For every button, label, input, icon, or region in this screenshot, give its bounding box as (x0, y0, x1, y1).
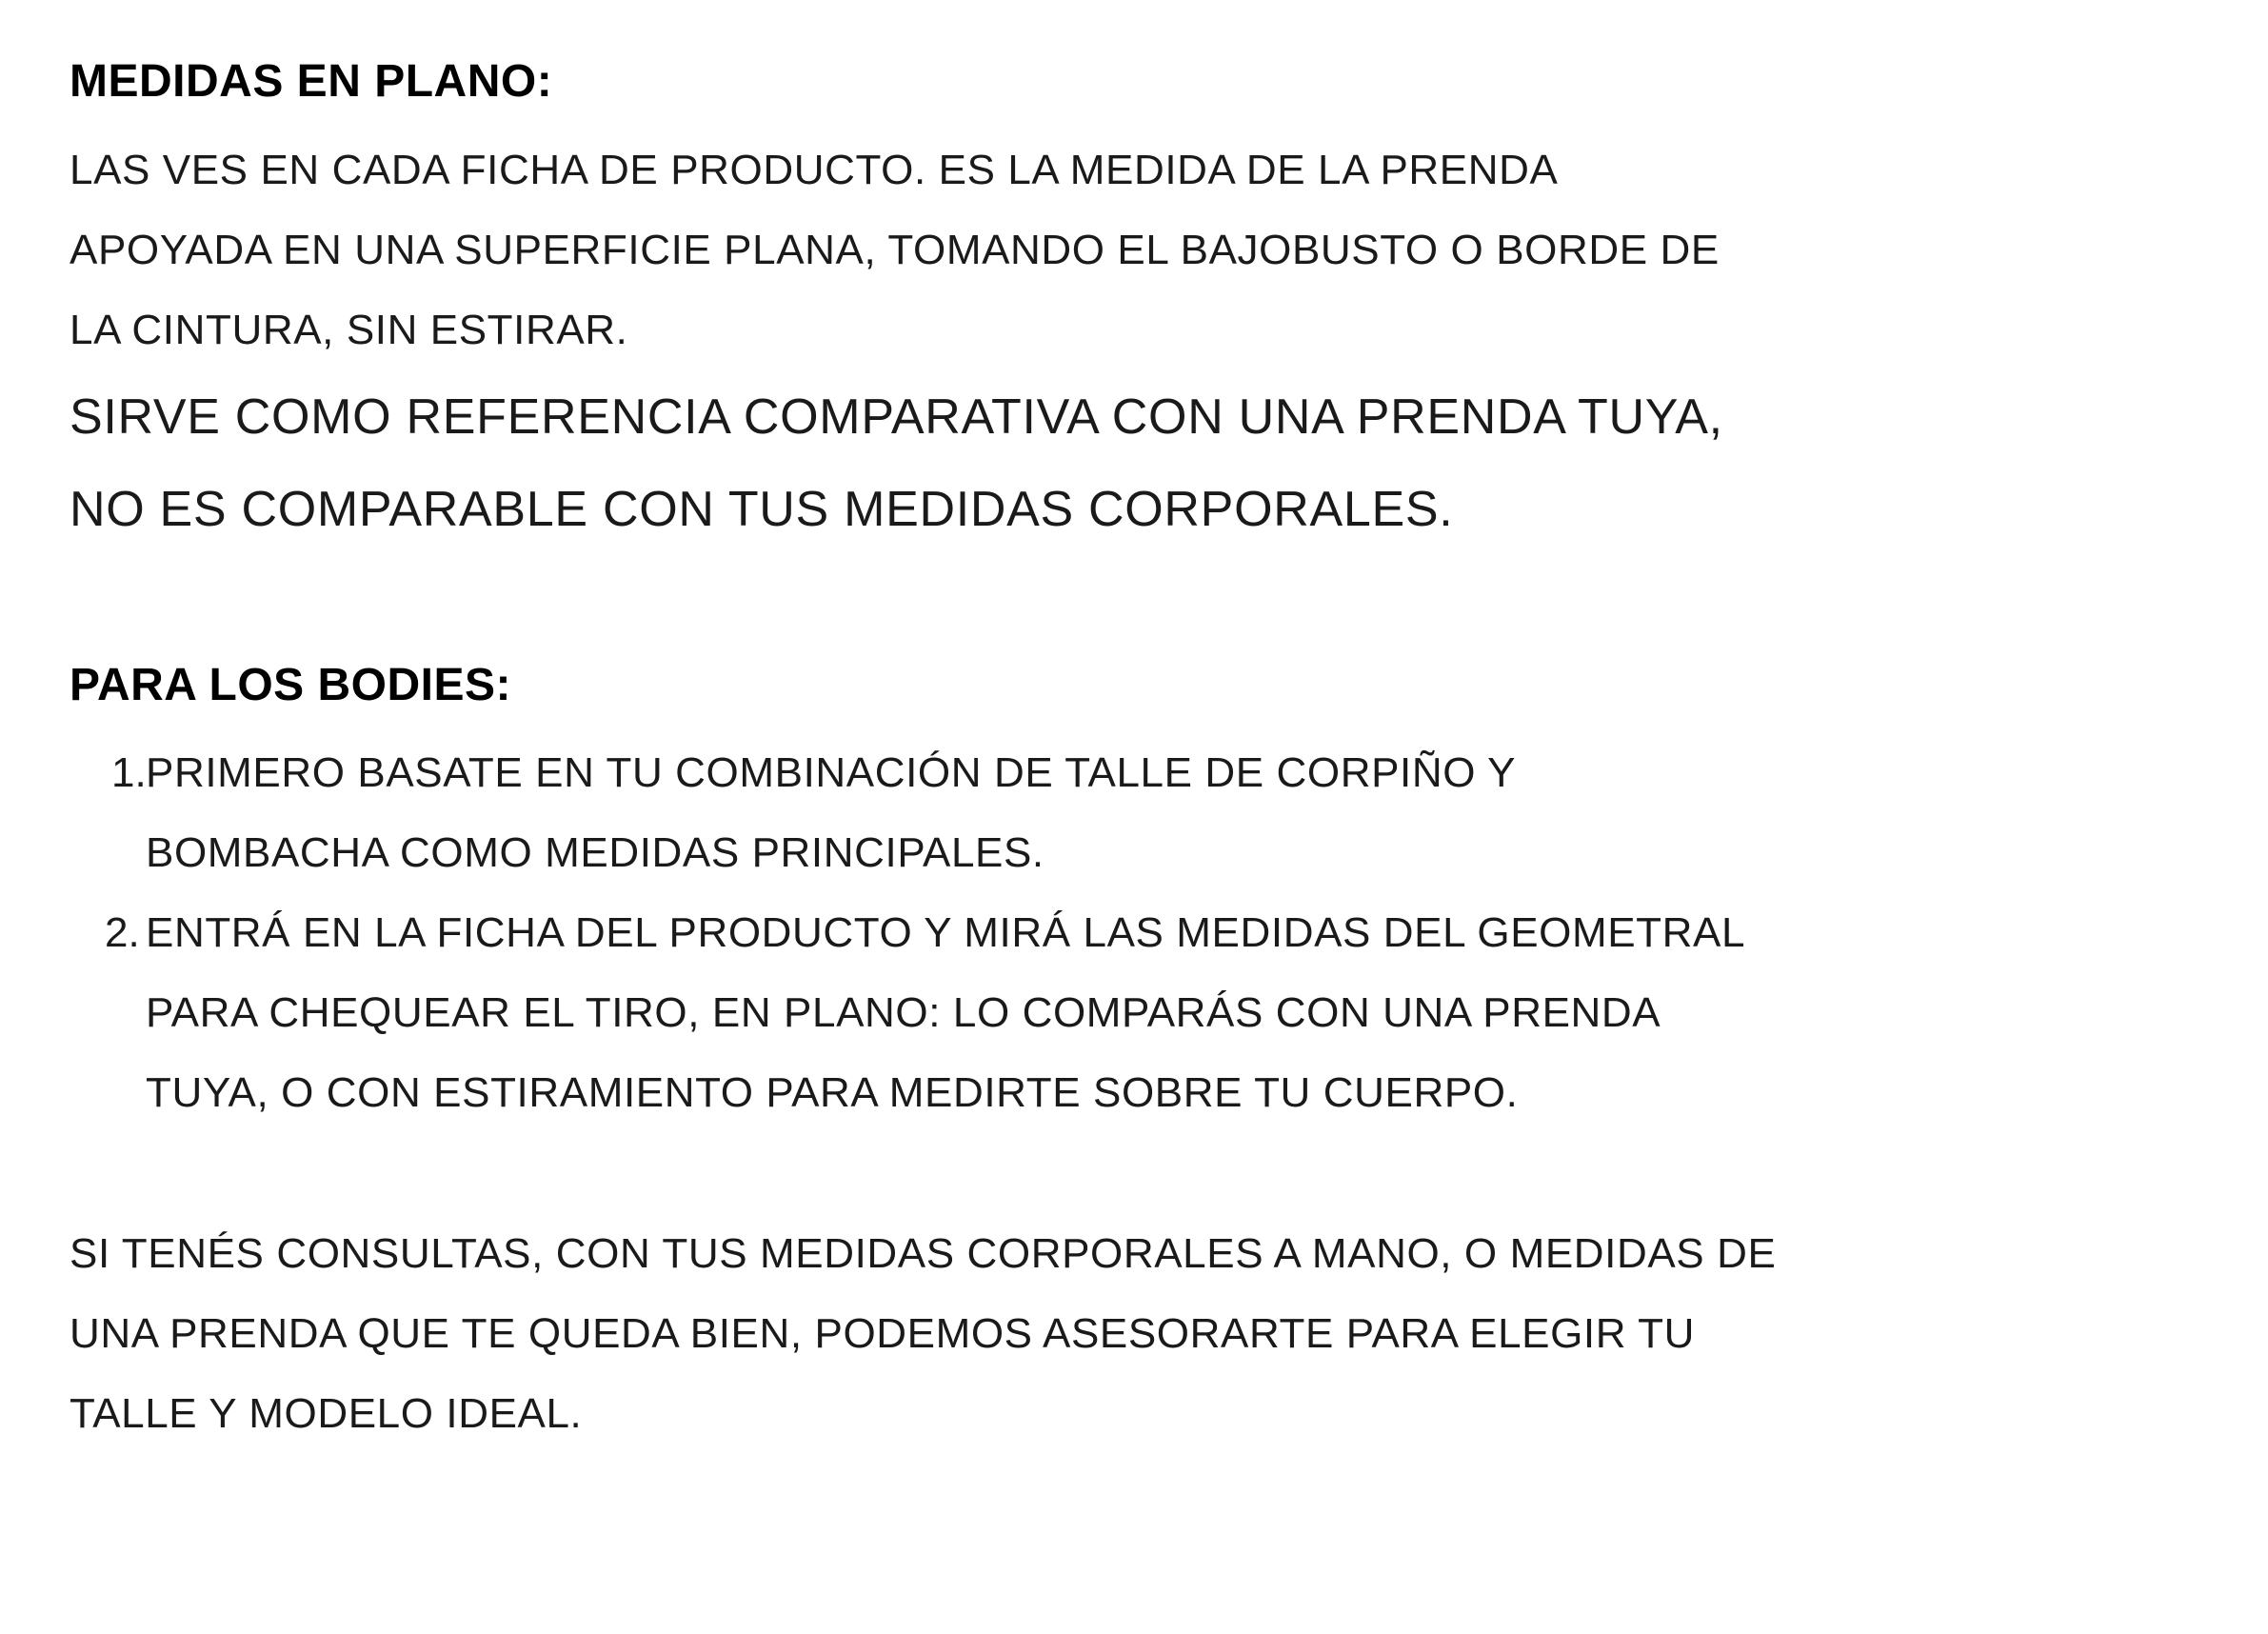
flat-text-line-2: APOYADA EN UNA SUPERFICIE PLANA, TOMANDO EL BAJOBUSTO O BORDE DE (70, 227, 1720, 273)
list-item-1-line-1: PRIMERO BASATE EN TU COMBINACIÓN DE TALLE DE CORPIÑO Y (146, 749, 1517, 796)
contact-line-3: TALLE Y MODELO IDEAL. (70, 1390, 583, 1437)
contact-line-1: SI TENÉS CONSULTAS, CON TUS MEDIDAS CORPORALES A MANO, O MEDIDAS DE (70, 1230, 1777, 1277)
list-item-2-line-1: ENTRÁ EN LA FICHA DEL PRODUCTO Y MIRÁ LAS MEDIDAS DEL GEOMETRAL (146, 909, 1746, 956)
list-number-1: 1. (111, 749, 147, 796)
flat-emphasis-line-2: NO ES COMPARABLE CON TUS MEDIDAS CORPORALES. (70, 482, 1454, 537)
heading-medidas-en-plano: MEDIDAS EN PLANO: (70, 56, 553, 107)
list-item-1-line-2: BOMBACHA COMO MEDIDAS PRINCIPALES. (146, 829, 1044, 876)
contact-line-2: UNA PRENDA QUE TE QUEDA BIEN, PODEMOS ASESORARTE PARA ELEGIR TU (70, 1310, 1696, 1357)
flat-text-line-1: LAS VES EN CADA FICHA DE PRODUCTO. ES LA MEDIDA DE LA PRENDA (70, 147, 1559, 193)
list-number-2: 2. (105, 909, 140, 956)
heading-para-los-bodies: PARA LOS BODIES: (70, 660, 512, 710)
flat-text-line-3: LA CINTURA, SIN ESTIRAR. (70, 307, 628, 353)
list-item-2-line-3: TUYA, O CON ESTIRAMIENTO PARA MEDIRTE SOBRE TU CUERPO. (146, 1069, 1519, 1116)
list-item-2-line-2: PARA CHEQUEAR EL TIRO, EN PLANO: LO COMPARÁS CON UNA PRENDA (146, 989, 1661, 1036)
flat-emphasis-line-1: SIRVE COMO REFERENCIA COMPARATIVA CON UNA PRENDA TUYA, (70, 389, 1723, 445)
